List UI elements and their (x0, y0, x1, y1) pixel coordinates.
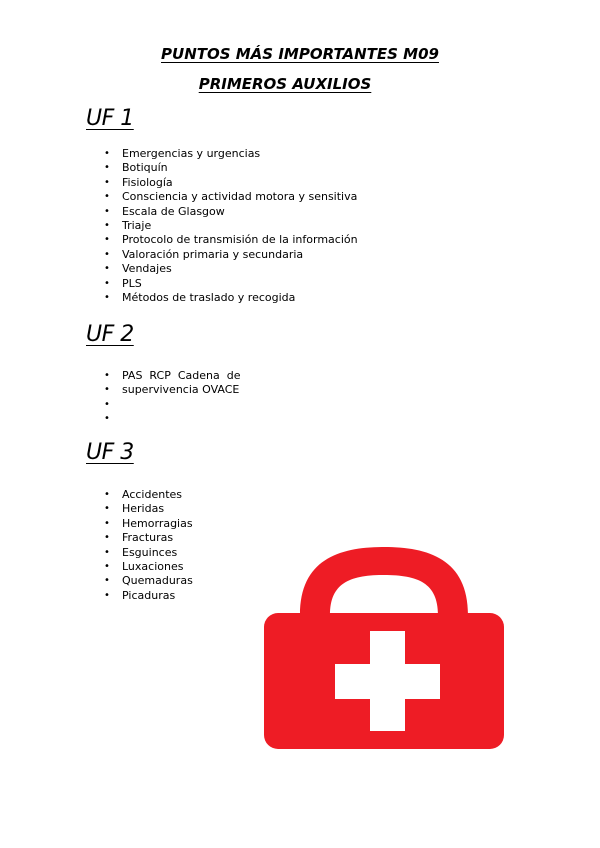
list-item: • Heridas (104, 502, 193, 516)
list-item: • Triaje (104, 219, 358, 233)
list-item: • Picaduras (104, 589, 193, 603)
cross-horizontal (335, 664, 440, 699)
list-item: • Protocolo de transmisión de la información (104, 233, 358, 247)
list-item: • Esguinces (104, 546, 193, 560)
section-heading-uf1: UF 1 (86, 106, 134, 131)
list-item: • supervivencia OVACE (104, 383, 240, 397)
list-item: • Emergencias y urgencias (104, 147, 358, 161)
list-item: • Luxaciones (104, 560, 193, 574)
uf1-topic-list (104, 147, 358, 305)
list-item: • Valoración primaria y secundaria (104, 248, 358, 262)
list-item: • Vendajes (104, 262, 358, 276)
list-item: • Consciencia y actividad motora y sensitiva (104, 190, 358, 204)
list-item: • Quemaduras (104, 574, 193, 588)
list-item-empty (104, 412, 240, 426)
list-item: • Fracturas (104, 531, 193, 545)
first-aid-kit-icon (262, 545, 506, 751)
section-heading-uf2: UF 2 (86, 322, 134, 347)
list-item: • Hemorragias (104, 517, 193, 531)
uf2-topic-list (104, 369, 240, 427)
section-heading-uf3: UF 3 (86, 440, 134, 465)
list-item: • Escala de Glasgow (104, 205, 358, 219)
document-title-line1: PUNTOS MÁS IMPORTANTES M09 (161, 45, 439, 63)
document-title-line2: PRIMEROS AUXILIOS (198, 75, 372, 93)
list-item: • Accidentes (104, 488, 193, 502)
list-item: • Métodos de traslado y recogida (104, 291, 358, 305)
list-item: • Botiquín (104, 161, 358, 175)
list-item: • Fisiología (104, 176, 358, 190)
list-item: • PLS (104, 277, 358, 291)
list-item-empty (104, 398, 240, 412)
list-item: • PAS RCP Cadena de (104, 369, 240, 383)
kit-handle (300, 547, 468, 615)
uf3-topic-list (104, 488, 193, 603)
